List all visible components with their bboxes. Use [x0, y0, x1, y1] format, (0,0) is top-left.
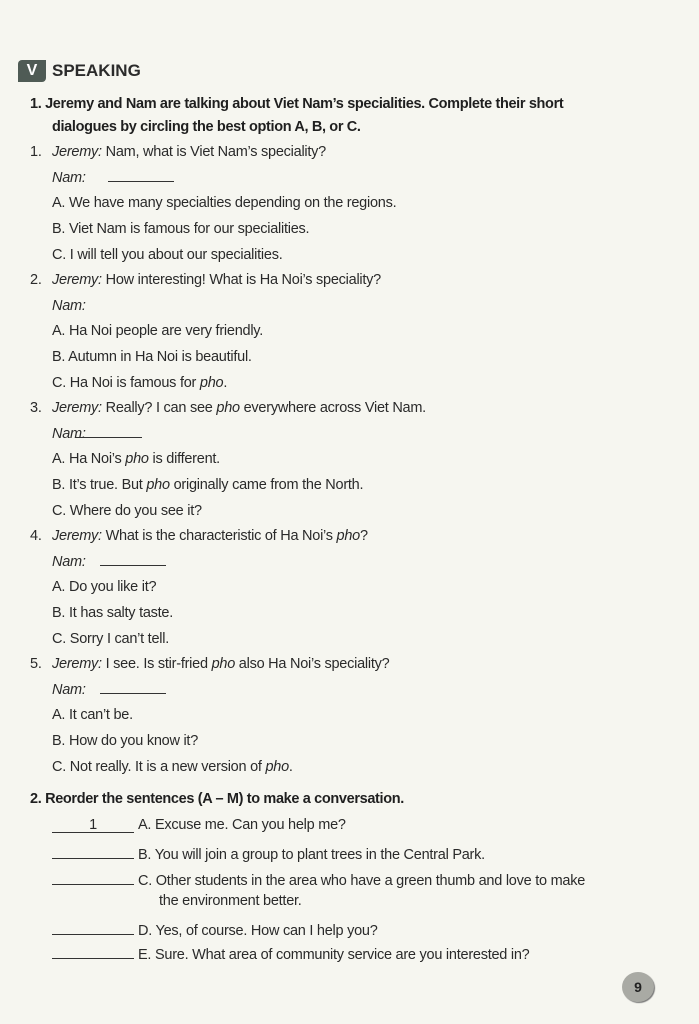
- nam-label: Nam:: [52, 553, 86, 570]
- reorder-item: [52, 942, 530, 964]
- option-c[interactable]: [52, 374, 227, 392]
- answer-line: [52, 681, 166, 699]
- nam-label: Nam:: [52, 169, 86, 186]
- answer-blank[interactable]: [108, 169, 174, 182]
- sentence-text: C. Other students in the area who have a green thumb and love to make: [138, 873, 586, 889]
- option-italic: pho: [125, 451, 149, 468]
- order-blank[interactable]: [52, 842, 134, 859]
- item-number: 2.: [30, 272, 42, 288]
- option-text: originally came from the North.: [169, 477, 364, 494]
- option-a[interactable]: [52, 322, 263, 340]
- option-b[interactable]: [52, 604, 173, 622]
- option-italic: pho: [199, 374, 224, 391]
- nam-label: Nam:: [52, 681, 86, 698]
- option-text: C. Where do you see it?: [52, 502, 202, 519]
- option-text: B. It’s true. But: [52, 477, 147, 494]
- dialogue-item: [30, 655, 390, 673]
- exercise1-instruction: [30, 95, 563, 113]
- order-blank[interactable]: [52, 918, 134, 935]
- nam-label: Nam:: [52, 425, 86, 442]
- item-number: 4.: [30, 528, 42, 544]
- speaker-label: Jeremy:: [52, 528, 102, 544]
- nam-label: Nam:: [52, 297, 86, 314]
- option-a[interactable]: [52, 194, 396, 212]
- reorder-item: [52, 816, 346, 834]
- exercise-number: 1.: [30, 96, 42, 112]
- option-b[interactable]: [52, 220, 309, 238]
- reorder-item: [52, 842, 485, 864]
- item-number: 1.: [30, 144, 42, 160]
- order-blank[interactable]: 1: [52, 816, 134, 833]
- question-italic: pho: [216, 400, 240, 416]
- item-number: 5.: [30, 656, 42, 672]
- option-text: A. Do you like it?: [52, 579, 157, 596]
- sentence-text: B. You will join a group to plant trees in the Central Park.: [138, 847, 485, 863]
- sentence-continuation: the environment better.: [159, 893, 302, 909]
- question-text: I see. Is stir-fried: [101, 656, 212, 672]
- answer-line: [52, 297, 100, 315]
- option-text: A. We have many specialties depending on the regions.: [52, 195, 397, 212]
- answer-line: [52, 425, 142, 443]
- reorder-item: [52, 918, 378, 940]
- section-badge: V: [18, 60, 46, 82]
- item-number: 3.: [30, 400, 42, 416]
- option-b[interactable]: [52, 476, 363, 494]
- option-text: B. How do you know it?: [52, 733, 199, 750]
- instruction-line: Jeremy and Nam are talking about Viet Nam’s specialities. Complete their short: [45, 96, 564, 112]
- speaker-label: Jeremy:: [52, 400, 102, 416]
- section-title: SPEAKING: [52, 61, 141, 80]
- sentence-text: E. Sure. What area of community service are you interested in?: [138, 947, 530, 963]
- sentence-text: D. Yes, of course. How can I help you?: [138, 923, 378, 939]
- option-c[interactable]: [52, 502, 202, 520]
- instruction-line: dialogues by circling the best option A, B, or C.: [52, 119, 361, 135]
- page-number: 9: [622, 972, 654, 1002]
- option-a[interactable]: [52, 706, 133, 724]
- option-text: A. Ha Noi people are very friendly.: [52, 323, 264, 340]
- option-text: .: [288, 758, 293, 775]
- option-c[interactable]: [52, 246, 282, 264]
- speaker-label: Jeremy:: [52, 272, 102, 288]
- option-text: C. Not really. It is a new version of: [52, 758, 266, 775]
- question-italic: pho: [211, 656, 236, 672]
- answer-blank[interactable]: [100, 553, 166, 566]
- option-text: B. Autumn in Ha Noi is beautiful.: [52, 349, 252, 366]
- option-b[interactable]: [52, 348, 252, 366]
- dialogue-item: [30, 143, 326, 161]
- question-text: everywhere across Viet Nam.: [239, 400, 426, 416]
- option-text: C. Ha Noi is famous for: [52, 374, 200, 391]
- option-text: B. It has salty taste.: [52, 605, 174, 622]
- question-text: ?: [360, 528, 368, 544]
- option-text: A. It can’t be.: [52, 707, 133, 724]
- question-text: How interesting! What is Ha Noi’s speciality?: [101, 272, 381, 288]
- option-a[interactable]: [52, 578, 156, 596]
- option-text: is different.: [148, 451, 220, 468]
- answer-blank[interactable]: [100, 681, 166, 694]
- answer-line: [52, 169, 174, 187]
- reorder-item: [52, 868, 585, 890]
- option-text: A. Ha Noi’s: [52, 451, 126, 468]
- question-text: Really? I can see: [101, 400, 217, 416]
- option-text: B. Viet Nam is famous for our specialities.: [52, 221, 310, 238]
- option-c[interactable]: [52, 630, 169, 648]
- answer-blank[interactable]: [76, 425, 142, 438]
- dialogue-item: [30, 527, 368, 545]
- option-italic: pho: [265, 758, 289, 775]
- dialogue-item: [30, 399, 426, 417]
- question-text: Nam, what is Viet Nam’s speciality?: [101, 144, 326, 160]
- option-c[interactable]: [52, 758, 293, 776]
- option-italic: pho: [146, 477, 170, 494]
- option-text: C. Sorry I can’t tell.: [52, 630, 169, 647]
- speaker-label: Jeremy:: [52, 144, 102, 160]
- exercise2-instruction: 2. Reorder the sentences (A – M) to make a conversation.: [30, 791, 404, 807]
- question-italic: pho: [336, 528, 360, 544]
- sentence-text: A. Excuse me. Can you help me?: [138, 817, 346, 833]
- option-text: .: [223, 374, 228, 391]
- order-blank[interactable]: [52, 942, 134, 959]
- question-text: also Ha Noi’s speciality?: [235, 656, 390, 672]
- answer-line: [52, 553, 166, 571]
- order-blank[interactable]: [52, 868, 134, 885]
- option-b[interactable]: [52, 732, 198, 750]
- dialogue-item: [30, 271, 381, 289]
- question-text: What is the characteristic of Ha Noi’s: [101, 528, 337, 544]
- option-a[interactable]: [52, 450, 220, 468]
- option-text: C. I will tell you about our specialities.: [52, 246, 283, 263]
- speaker-label: Jeremy:: [52, 656, 102, 672]
